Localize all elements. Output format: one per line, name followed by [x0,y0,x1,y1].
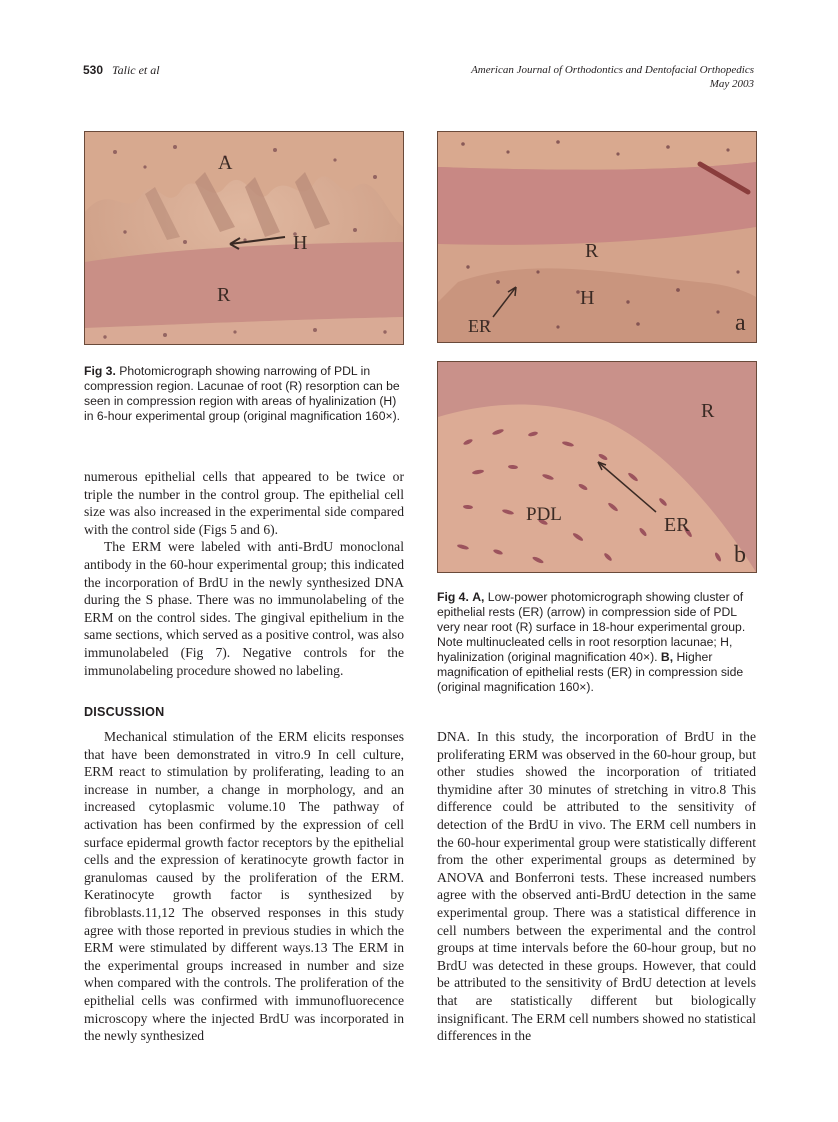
fig4-caption-a-label: A, [472,590,485,604]
fig3-label-h: H [293,232,308,254]
fig3-photomicrograph [84,131,404,345]
fig4-caption-b-text: Higher magnification of epithelial rests (ER) in compression side (original magnification 160×). [437,650,744,694]
fig4b-label-pdl: PDL [526,504,562,525]
running-header-left [83,63,160,78]
body-paragraph: DNA. In this study, the incorporation of BrdU in the proliferating ERM was observed in the 60-hour group, but other studies showed the incorporation of tritiated thymidine after 30 minutes of stretching in vitro.8 This difference could be attributed to the sensitivity of detection of the BrdU in vivo. The ERM cell numbers in the 60-hour experimental group were statistically different from the other experimental groups as determined by ANOVA and Bonferroni tests. These increased numbers agree with the observed anti-BrdU detection in the same experimental group. There was a statistical difference in cell numbers between the experimental and the control groups at time intervals before the 60-hour group, but no BrdU was detected in these groups. However, that could be attributed to the sensitivity of BrdU detection at levels that are statistically different but biologically insignificant. The ERM cell numbers showed no statistical differences in the [437,729,756,1044]
fig4a-photomicrograph [437,131,757,343]
fig4-caption [437,590,756,695]
journal-name: American Journal of Orthodontics and Dentofacial Orthopedics [471,64,754,76]
body-paragraph: numerous epithelial cells that appeared to be twice or triple the number in the control group. The epithelial cell size was also increased in the experimental side compared with the control side (Figs 5 and 6). [84,469,404,537]
body-paragraph: The ERM were labeled with anti-BrdU monoclonal antibody in the 60-hour experimental group; this indicated the incorporation of BrdU in the newly synthesized DNA during the S phase. There was no immunolabeling of the ERM on the control sides. The gingival epithelium in the same sections, which served as a positive control, was also immunolabeled (Fig 7). Negative controls for the immunolabeling procedure showed no labeling. [84,539,404,678]
fig4a-panel-label: a [735,310,746,336]
running-header-right [471,63,754,91]
fig3-label-r: R [217,284,231,306]
issue-date: May 2003 [709,78,754,90]
body-paragraph: Mechanical stimulation of the ERM elicits responses that have been demonstrated in vitro.9 In cell culture, ERM react to stimulation by proliferating, leading to an increase in number, a change in morphology, and an increased cytoplasmic volume.10 The pathway of activation has been confirmed by the expression of cell surface epidermal growth factor receptors by the epithelial cells and the expression of keratinocyte growth factor in granulomas caused by the proliferation of the ERM. Keratinocyte growth factor is synthesized by fibroblasts.11,12 The observed responses in this study agree with those reported in previous studies in which the ERM were stimulated by different ways.13 The ERM in the experimental groups increased in number and size when compared with the controls. The proliferation of the epithelial cells was confirmed with immunofluorecence microscopy where the injected BrdU was incorporated in the newly synthesized [84,729,404,1044]
fig4a-label-r: R [585,240,599,262]
fig4b-photomicrograph [437,361,757,573]
left-column-upper [84,468,404,679]
fig4-caption-b-label: B, [660,650,674,664]
page-number: 530 [83,63,104,77]
fig4b-panel-label: b [734,542,746,568]
fig4-caption-label: Fig 4. [437,590,469,604]
fig4-caption-a-text: Low-power photomicrograph showing cluster of epithelial rests (ER) (arrow) in compression side of PDL very near root (R) surface in 18-hour experimental group. Note multinucleated cells in root resorption lacunae; H, hyalinization (original magnification 40×). [437,590,746,664]
fig4b-label-r: R [701,400,715,422]
running-authors: Talic et al [112,63,160,77]
fig3-caption-text: Photomicrograph showing narrowing of PDL in compression region. Lacunae of root (R) resorption can be seen in compression region with areas of hyalinization (H) in 6-hour experimental group (original magnification 160×). [84,364,401,423]
left-column-lower [84,728,404,1045]
fig3-caption-label: Fig 3. [84,364,116,378]
fig4a-label-er: ER [468,316,492,336]
fig4a-label-h: H [580,287,595,309]
fig3-label-a: A [218,152,233,174]
fig4b-label-er: ER [664,514,690,536]
right-column-text [437,728,756,1045]
fig3-caption [84,364,404,424]
section-heading-discussion: DISCUSSION [84,705,165,719]
